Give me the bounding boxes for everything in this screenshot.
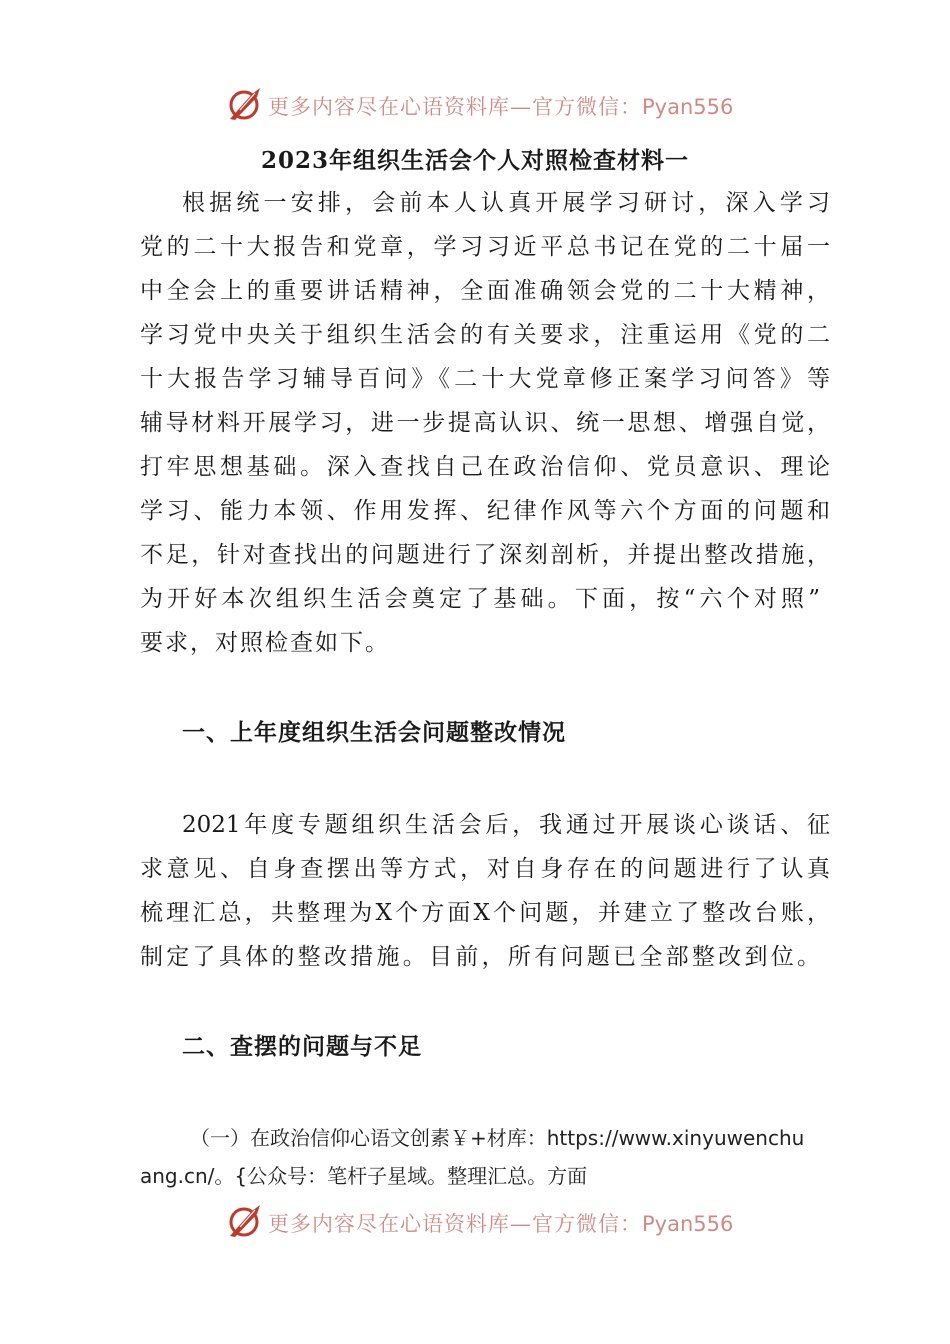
paragraph-line: 为开好本次组织生活会奠定了基础。下面，按“六个对照” — [140, 586, 820, 612]
quill-logo-icon — [226, 1203, 264, 1239]
watermark-bottom — [0, 1201, 950, 1241]
paragraph-line: 要求，对照检查如下。 — [140, 630, 390, 656]
paragraph-line: 学习党中央关于组织生活会的有关要求，注重运用《党的二 — [140, 322, 830, 348]
section-heading: 一、上年度组织生活会问题整改情况 — [182, 719, 566, 746]
paragraph-line: 根据统一安排，会前本人认真开展学习研讨，深入学习 — [182, 190, 830, 216]
paragraph-line: 2021年度专题组织生活会后，我通过开展谈心谈话、征 — [182, 812, 830, 838]
paragraph-line: 学习、能力本领、作用发挥、纪律作风等六个方面的问题和 — [140, 498, 830, 524]
watermark-text: 更多内容尽在心语资料库—官方微信：Pyan556 — [268, 1212, 734, 1236]
paragraph-line: 打牢思想基础。深入查找自己在政治信仰、党员意识、理论 — [140, 454, 830, 480]
paragraph-line: 中全会上的重要讲话精神，全面准确领会党的二十大精神， — [140, 278, 830, 304]
document-title: 2023年组织生活会个人对照检查材料一 — [260, 147, 689, 174]
watermark-text: 更多内容尽在心语资料库—官方微信：Pyan556 — [268, 95, 734, 119]
paragraph-line: 党的二十大报告和党章，学习习近平总书记在党的二十届一 — [140, 234, 830, 260]
paragraph-line: 辅导材料开展学习，进一步提高认识、统一思想、增强自觉， — [140, 410, 830, 436]
paragraph-line: 梳理汇总，共整理为X个方面X个问题，并建立了整改台账， — [140, 900, 830, 926]
subsection-line: ang.cn/。{公众号：笔杆子星域。整理汇总。方面 — [140, 1164, 588, 1188]
paragraph-line: 不足，针对查找出的问题进行了深刻剖析，并提出整改措施， — [140, 542, 830, 568]
watermark-top — [0, 84, 950, 124]
subsection-line: （一）在政治信仰心语文创素￥+材库：https://www.xinyuwenchu — [190, 1126, 805, 1150]
paragraph-line: 十大报告学习辅导百问》《二十大党章修正案学习问答》等 — [140, 366, 830, 392]
quill-logo-icon — [226, 86, 264, 122]
paragraph-line: 求意见、自身查摆出等方式，对自身存在的问题进行了认真 — [140, 856, 830, 882]
paragraph-line: 制定了具体的整改措施。目前，所有问题已全部整改到位。 — [140, 944, 820, 970]
section-heading: 二、查摆的问题与不足 — [182, 1033, 422, 1060]
